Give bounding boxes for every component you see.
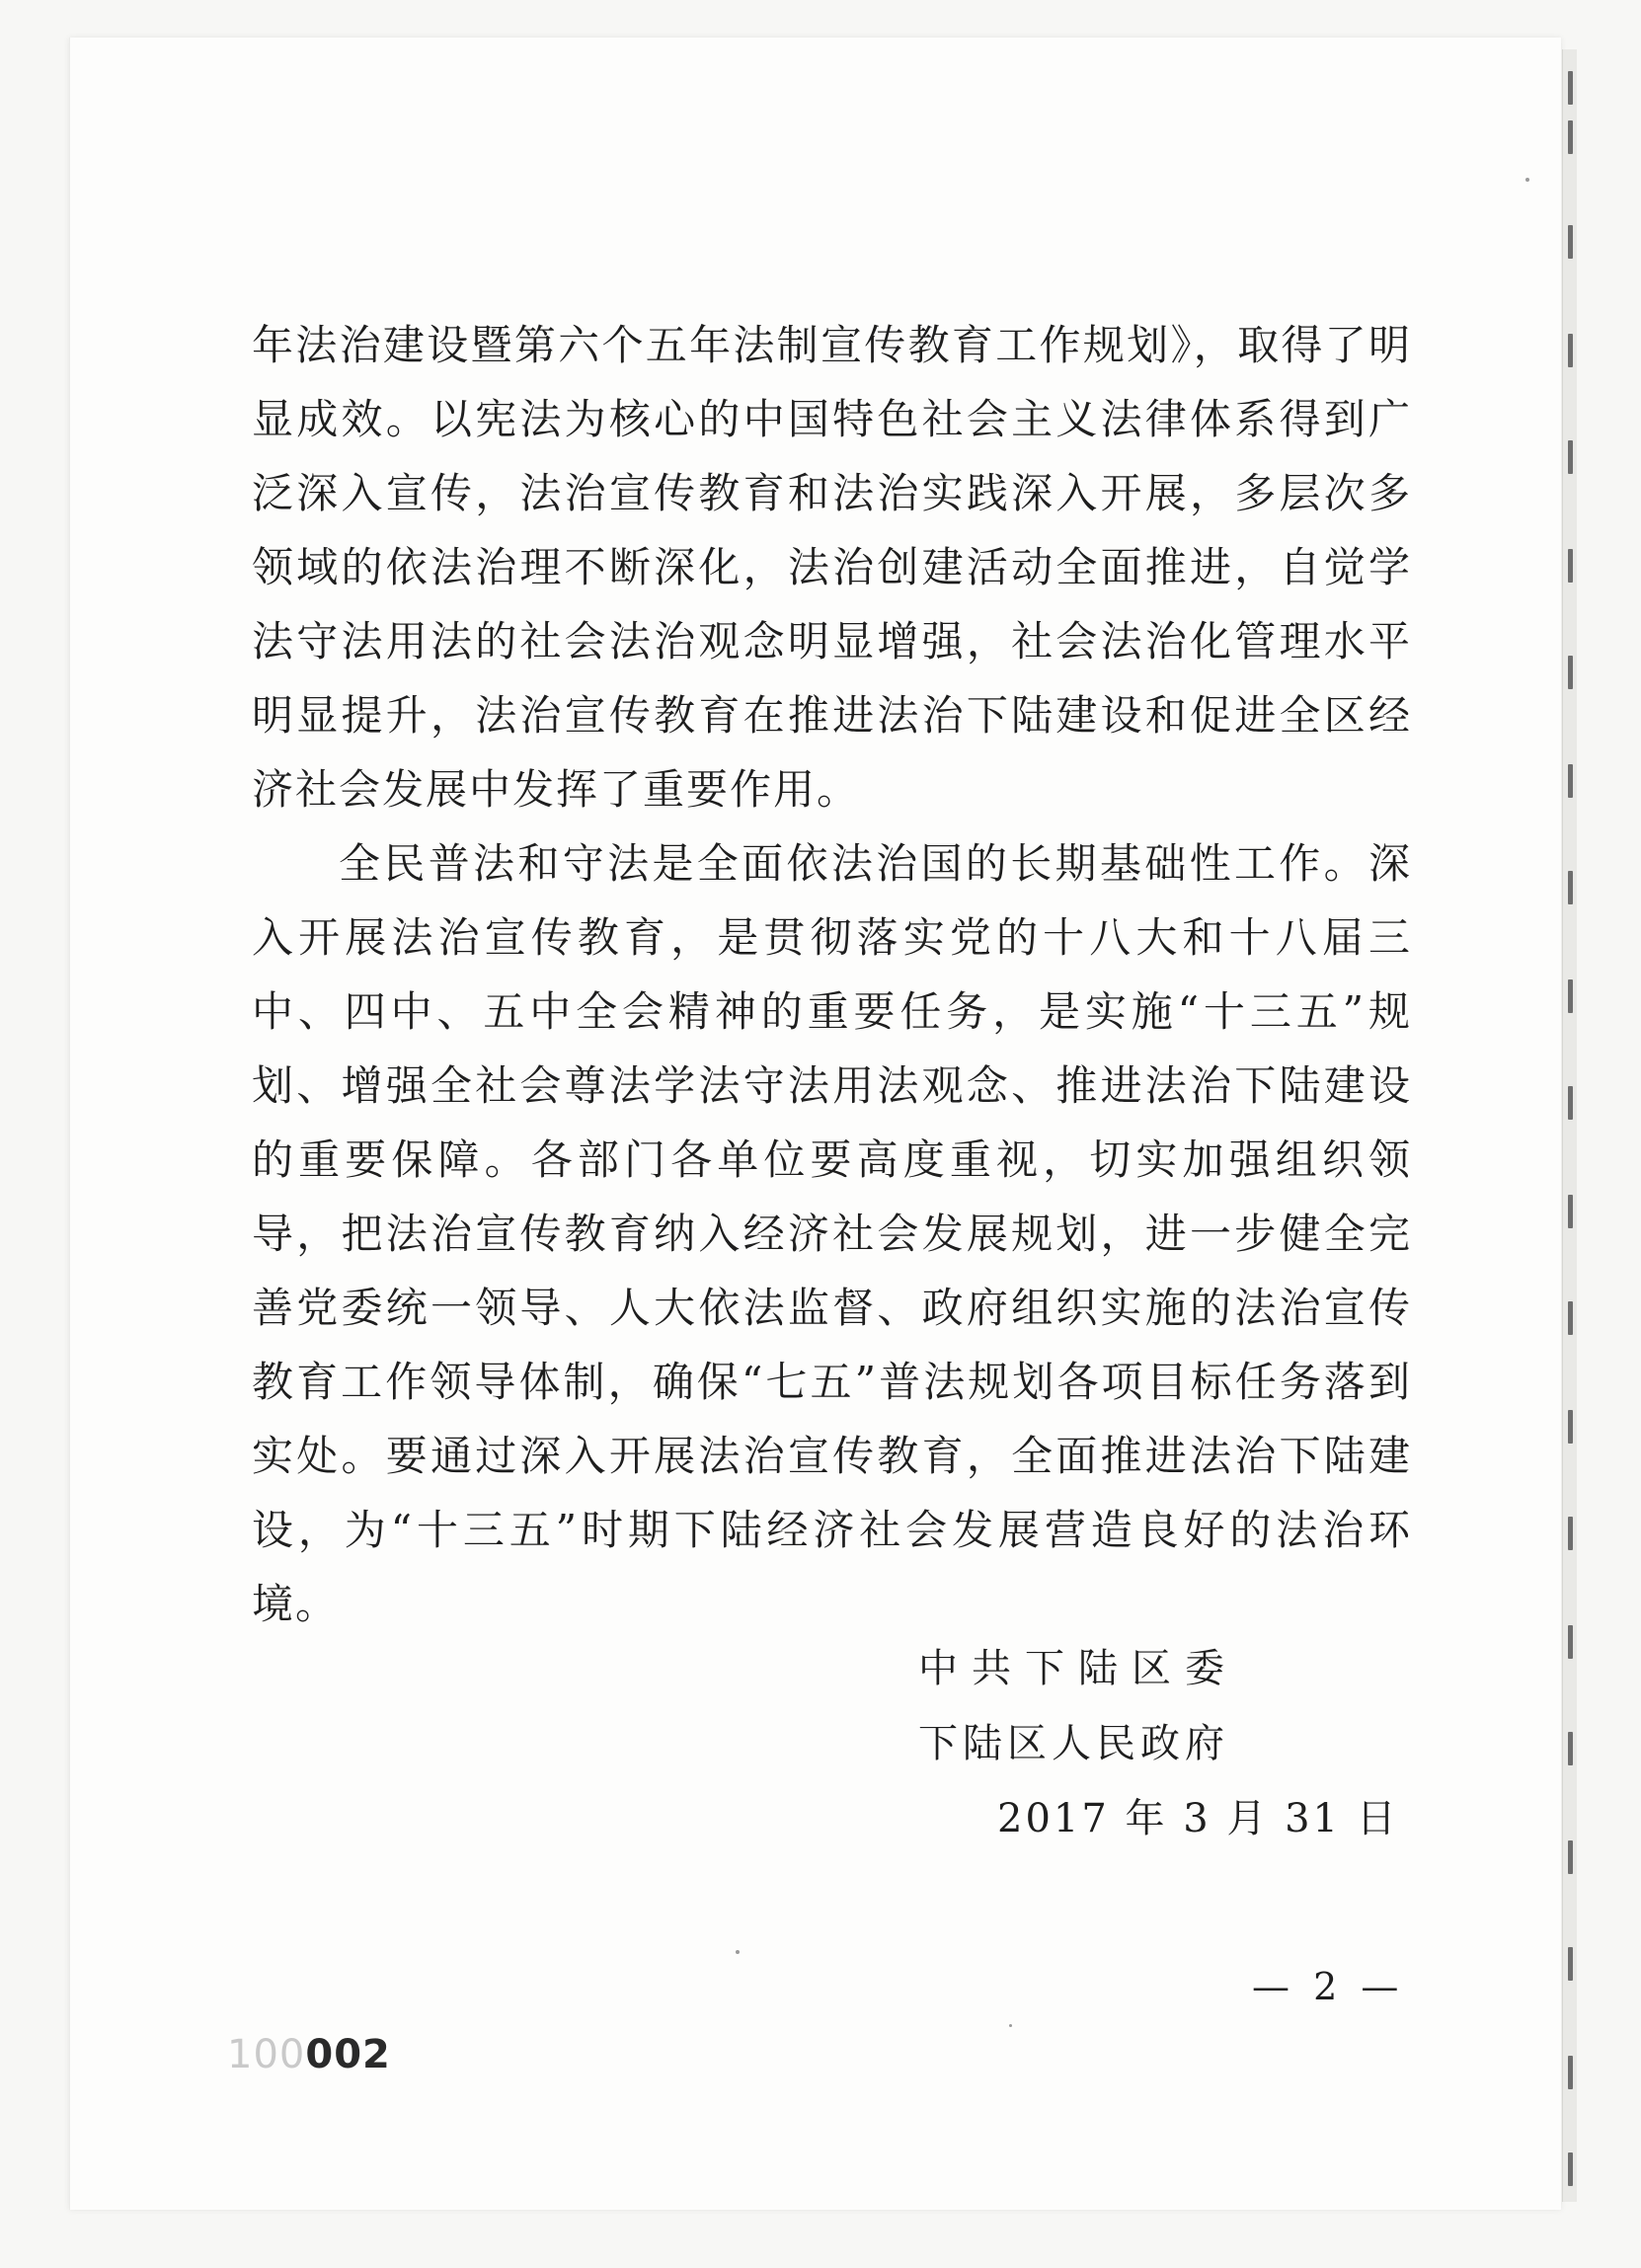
binding-mark: [1568, 1301, 1573, 1335]
body-text: [252, 308, 1412, 1641]
paragraph: 全民普法和守法是全面依法治国的长期基础性工作。深入开展法治宣传教育，是贯彻落实党的十八大和十八届三中、四中、五中全会精神的重要任务，是实施“十三五”规划、增强全社会尊法学法守法用法观念、推进法治下陆建设的重要保障。各部门各单位要高度重视，切实加强组织领导，把法治宣传教育纳入经济社会发展规划，进一步健全完善党委统一领导、人大依法监督、政府组织实施的法治宣传教育工作领导体制，确保“七五”普法规划各项目标任务落到实处。要通过深入开展法治宣传教育，全面推进法治下陆建设，为“十三五”时期下陆经济社会发展营造良好的法治环境。: [252, 839, 1412, 1628]
binding-mark: [1568, 1840, 1573, 1874]
stamp-prefix: 100: [227, 2032, 306, 2077]
archive-stamp-number: [227, 2032, 391, 2077]
binding-mark: [1568, 1410, 1573, 1444]
binding-mark: [1568, 225, 1573, 259]
scan-speck: [1009, 2024, 1012, 2027]
page-number: — 2 —: [1252, 1965, 1405, 2008]
binding-mark: [1568, 979, 1573, 1013]
binding-mark: [1568, 1732, 1573, 1765]
binding-mark: [1568, 440, 1573, 474]
binding-mark: [1568, 656, 1573, 689]
binding-mark: [1568, 1947, 1573, 1981]
stamp-number: 002: [305, 2032, 391, 2077]
binding-mark: [1568, 71, 1573, 105]
binding-mark: [1568, 1625, 1573, 1659]
binding-mark: [1568, 549, 1573, 583]
signature-party-committee: 中共下陆区委: [918, 1646, 1238, 1691]
binding-mark: [1568, 871, 1573, 904]
binding-mark: [1568, 2152, 1573, 2186]
signature-government: 下陆区人民政府: [918, 1721, 1229, 1766]
binding-mark: [1568, 1517, 1573, 1550]
scan-speck: [1525, 178, 1529, 182]
binding-mark: [1568, 120, 1573, 154]
binding-mark: [1568, 2056, 1573, 2089]
binding-edge: [1562, 49, 1577, 2202]
binding-mark: [1568, 764, 1573, 798]
scan-speck: [736, 1950, 740, 1954]
paragraph-continuation: 年法治建设暨第六个五年法制宣传教育工作规划》，取得了明显成效。以宪法为核心的中国特色社会主义法律体系得到广泛深入宣传，法治宣传教育和法治实践深入开展，多层次多领域的依法治理不断深化，法治创建活动全面推进，自觉学法守法用法的社会法治观念明显增强，社会法治化管理水平明显提升，法治宣传教育在推进法治下陆建设和促进全区经济社会发展中发挥了重要作用。: [252, 321, 1412, 814]
binding-mark: [1568, 1195, 1573, 1228]
signature-date: 2017 年 3 月 31 日: [997, 1796, 1399, 1841]
binding-mark: [1568, 1086, 1573, 1120]
binding-mark: [1568, 334, 1573, 367]
